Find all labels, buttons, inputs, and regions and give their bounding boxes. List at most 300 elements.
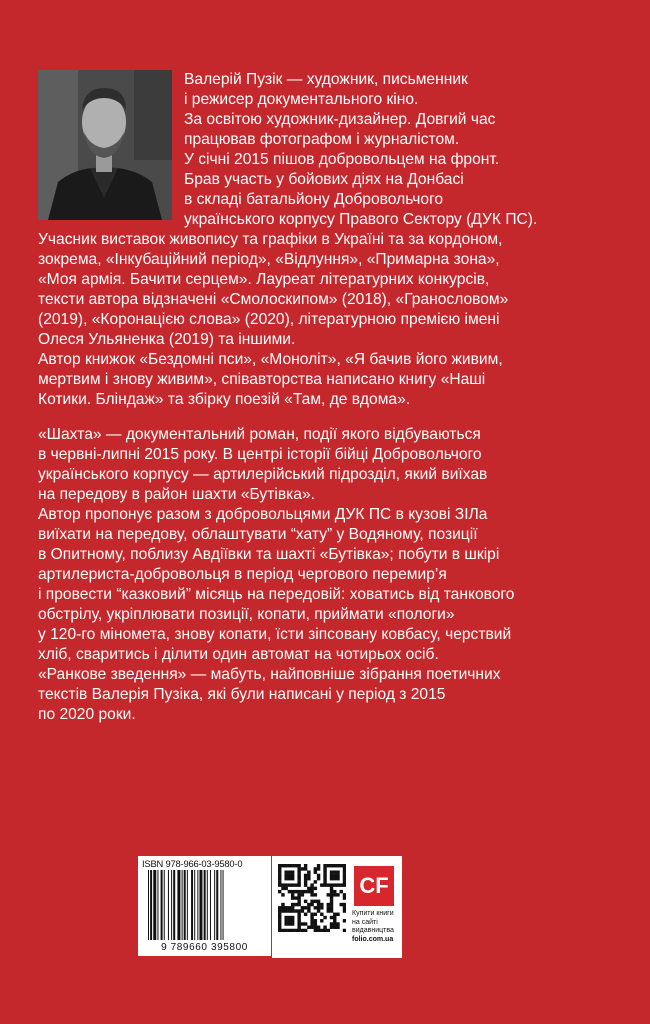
qr-module	[310, 926, 313, 929]
text-line: (2019), «Коронацією слова» (2020), літературною премією імені	[38, 311, 500, 328]
qr-module	[317, 877, 320, 880]
text-line: зокрема, «Інкубаційний період», «Відлуння», «Примарна зона»,	[38, 251, 500, 268]
author-bio-long	[38, 230, 508, 410]
publisher-panel	[272, 856, 402, 958]
caption-line: Купити книги	[352, 910, 394, 917]
qr-module	[278, 926, 281, 929]
qr-module	[294, 909, 297, 912]
qr-module	[343, 903, 346, 906]
qr-module	[297, 893, 300, 896]
barcode-bar	[184, 870, 186, 940]
book-description	[38, 425, 514, 725]
barcode-bar	[157, 870, 158, 940]
qr-module	[343, 880, 346, 883]
qr-module	[343, 893, 346, 896]
qr-module	[336, 870, 339, 873]
qr-module	[284, 909, 287, 912]
qr-module	[330, 903, 333, 906]
barcode-bar	[173, 870, 175, 940]
caption-line: на сайті	[352, 918, 378, 926]
text-line: в червні-липні 2015 року. В центрі історії бійці Добровольчого	[38, 446, 482, 463]
qr-module	[307, 926, 310, 929]
qr-module	[288, 874, 291, 877]
qr-module	[333, 916, 336, 919]
qr-module	[278, 864, 281, 867]
qr-module	[336, 893, 339, 896]
qr-module	[284, 887, 287, 890]
qr-module	[294, 864, 297, 867]
qr-module	[330, 909, 333, 912]
qr-module	[307, 874, 310, 877]
qr-module	[327, 864, 330, 867]
qr-module	[336, 874, 339, 877]
qr-module	[291, 922, 294, 925]
qr-module	[323, 877, 326, 880]
qr-module	[297, 900, 300, 903]
qr-module	[304, 874, 307, 877]
qr-module	[317, 874, 320, 877]
qr-module	[297, 880, 300, 883]
qr-module	[323, 870, 326, 873]
text-line: на передову в район шахти «Бутівка».	[38, 486, 315, 503]
text-line: У січні 2015 пішов добровольцем на фронт.	[184, 151, 500, 168]
text-line: виїхати на передову, облаштувати “хату” у Водяному, позиції	[38, 526, 478, 543]
qr-module	[333, 890, 336, 893]
qr-module	[330, 870, 333, 873]
qr-module	[297, 929, 300, 932]
qr-module	[330, 926, 333, 929]
qr-module	[288, 877, 291, 880]
barcode-bar	[171, 870, 172, 940]
qr-module	[281, 906, 284, 909]
qr-module	[291, 919, 294, 922]
qr-module	[343, 867, 346, 870]
barcode-bar	[177, 870, 180, 940]
qr-module	[297, 919, 300, 922]
qr-module	[301, 893, 304, 896]
qr-module	[323, 874, 326, 877]
qr-module	[327, 909, 330, 912]
qr-module	[323, 929, 326, 932]
qr-module	[333, 913, 336, 916]
qr-module	[310, 887, 313, 890]
barcode-bar	[153, 870, 156, 940]
qr-module	[317, 909, 320, 912]
qr-module	[278, 922, 281, 925]
qr-module	[330, 916, 333, 919]
qr-module	[278, 916, 281, 919]
qr-module	[340, 903, 343, 906]
qr-module	[330, 864, 333, 867]
author-portrait-icon	[38, 70, 172, 220]
qr-module	[294, 896, 297, 899]
qr-module	[343, 906, 346, 909]
caption-line: видавництва	[352, 927, 394, 934]
barcode-bar	[210, 870, 211, 940]
qr-module	[314, 887, 317, 890]
barcode-bar	[199, 870, 202, 940]
text-line: працював фотографом і журналістом.	[184, 131, 460, 148]
qr-module	[304, 880, 307, 883]
author-bio-short	[184, 70, 537, 230]
barcode-bar	[182, 870, 183, 940]
publisher-caption	[352, 910, 400, 944]
qr-module	[330, 893, 333, 896]
qr-module	[301, 929, 304, 932]
qr-module	[333, 874, 336, 877]
qr-module	[278, 890, 281, 893]
qr-module	[320, 929, 323, 932]
qr-module	[333, 919, 336, 922]
qr-module	[317, 864, 320, 867]
qr-module	[327, 893, 330, 896]
barcode-icon	[144, 870, 265, 942]
qr-module	[317, 903, 320, 906]
qr-module	[314, 900, 317, 903]
qr-module	[297, 922, 300, 925]
qr-module	[297, 896, 300, 899]
qr-module	[297, 874, 300, 877]
qr-module	[301, 922, 304, 925]
text-line: мертвим і знову живим», співавторства написано книгу «Наші	[38, 371, 486, 388]
text-line: українського корпусу Правого Сектору (ДУК ПС).	[184, 211, 538, 228]
qr-module	[320, 903, 323, 906]
qr-module	[343, 909, 346, 912]
qr-module	[327, 929, 330, 932]
text-line: артилериста-добровольця в період чергового перемир’я	[38, 566, 447, 583]
text-line: хліб, сваритись і ділити один автомат на чотирьох осіб.	[38, 646, 439, 663]
qr-module	[278, 874, 281, 877]
qr-module	[278, 880, 281, 883]
qr-module	[314, 922, 317, 925]
qr-module	[281, 929, 284, 932]
qr-module	[307, 870, 310, 873]
qr-module	[314, 893, 317, 896]
qr-module	[284, 929, 287, 932]
qr-module	[297, 926, 300, 929]
qr-module	[288, 929, 291, 932]
qr-module	[343, 919, 346, 922]
qr-module	[281, 887, 284, 890]
qr-module	[297, 883, 300, 886]
qr-module	[330, 883, 333, 886]
barcode-panel	[138, 856, 271, 956]
qr-module	[278, 877, 281, 880]
qr-module	[278, 913, 281, 916]
qr-module	[310, 916, 313, 919]
qr-module	[343, 864, 346, 867]
qr-module	[320, 919, 323, 922]
qr-module	[294, 929, 297, 932]
text-line: «Шахта» — документальний роман, події якого відбуваються	[38, 426, 481, 443]
qr-module	[343, 896, 346, 899]
qr-module	[330, 900, 333, 903]
qr-module	[330, 877, 333, 880]
qr-module	[297, 877, 300, 880]
text-line: Автор пропонує разом з добровольцями ДУК ПС в кузові ЗІЛа	[38, 506, 488, 523]
qr-module	[336, 922, 339, 925]
text-line: «Ранкове зведення» — мабуть, найповніше зібрання поетичних	[38, 666, 501, 683]
qr-module	[333, 883, 336, 886]
qr-module	[330, 890, 333, 893]
qr-module	[314, 880, 317, 883]
qr-module	[314, 867, 317, 870]
text-line: тексти автора відзначені «Смолоскипом» (2018), «Гранословом»	[38, 291, 509, 308]
qr-module	[340, 883, 343, 886]
barcode-bar	[148, 870, 149, 940]
qr-module	[288, 916, 291, 919]
qr-module	[314, 913, 317, 916]
qr-module	[330, 906, 333, 909]
qr-module	[281, 903, 284, 906]
qr-module	[314, 906, 317, 909]
qr-module	[330, 896, 333, 899]
qr-module	[297, 903, 300, 906]
qr-module	[304, 877, 307, 880]
qr-module	[320, 913, 323, 916]
qr-module	[291, 883, 294, 886]
barcode-bar	[194, 870, 195, 940]
text-line: українського корпусу — артилерійський підрозділ, який виїхав	[38, 466, 488, 483]
barcode-bar	[220, 870, 221, 940]
qr-code-icon[interactable]	[278, 864, 346, 932]
text-line: Учасник виставок живопису та графіки в Україні та за кордоном,	[38, 231, 503, 248]
qr-module	[304, 867, 307, 870]
qr-module	[278, 870, 281, 873]
qr-module	[333, 922, 336, 925]
qr-module	[291, 909, 294, 912]
qr-module	[333, 870, 336, 873]
qr-module	[297, 870, 300, 873]
qr-module	[301, 906, 304, 909]
qr-module	[297, 864, 300, 867]
qr-module	[333, 877, 336, 880]
qr-module	[297, 913, 300, 916]
qr-module	[284, 864, 287, 867]
barcode-bar	[223, 870, 224, 940]
qr-module	[310, 883, 313, 886]
qr-module	[336, 913, 339, 916]
qr-module	[330, 874, 333, 877]
qr-module	[284, 870, 287, 873]
qr-module	[304, 922, 307, 925]
qr-module	[291, 903, 294, 906]
qr-module	[291, 929, 294, 932]
qr-module	[314, 926, 317, 929]
qr-module	[317, 867, 320, 870]
text-line: За освітою художник-дизайнер. Довгий час	[184, 111, 496, 128]
qr-module	[278, 929, 281, 932]
qr-module	[320, 883, 323, 886]
qr-module	[343, 874, 346, 877]
barcode-bar	[168, 870, 169, 940]
qr-module	[284, 919, 287, 922]
text-line: і провести “казковий” місяць на передовій: ховатись від танкового	[38, 586, 515, 603]
text-line: Автор книжок «Бездомні пси», «Моноліт», «Я бачив його живим,	[38, 351, 503, 368]
qr-module	[343, 929, 346, 932]
qr-module	[294, 890, 297, 893]
qr-module	[343, 877, 346, 880]
qr-module	[320, 906, 323, 909]
qr-module	[323, 867, 326, 870]
qr-module	[340, 890, 343, 893]
qr-module	[307, 906, 310, 909]
qr-module	[336, 926, 339, 929]
qr-module	[278, 906, 281, 909]
qr-module	[317, 926, 320, 929]
qr-module	[288, 909, 291, 912]
qr-module	[310, 900, 313, 903]
qr-module	[304, 883, 307, 886]
qr-module	[314, 929, 317, 932]
qr-module	[294, 903, 297, 906]
qr-module	[278, 867, 281, 870]
barcode-digits: 9 789660 395800	[161, 942, 248, 953]
qr-module	[310, 922, 313, 925]
text-line: по 2020 роки.	[38, 706, 136, 723]
qr-module	[304, 900, 307, 903]
text-line: у 120-го міномета, знову копати, їсти зіпсовану ковбасу, черствий	[38, 626, 512, 643]
qr-module	[288, 864, 291, 867]
barcode-bar	[164, 870, 165, 940]
qr-module	[288, 919, 291, 922]
qr-module	[317, 906, 320, 909]
qr-module	[330, 922, 333, 925]
text-line: Валерій Пузік — художник, письменник	[184, 71, 468, 88]
qr-module	[336, 864, 339, 867]
qr-module	[307, 903, 310, 906]
text-line: обстрілу, укріплювати позиції, копати, приймати «пологи»	[38, 606, 455, 623]
barcode-bar	[187, 870, 188, 940]
qr-module	[343, 883, 346, 886]
qr-module	[297, 916, 300, 919]
qr-module	[310, 913, 313, 916]
qr-module	[291, 874, 294, 877]
qr-module	[343, 870, 346, 873]
qr-module	[288, 870, 291, 873]
qr-module	[323, 864, 326, 867]
publisher-site-link[interactable]: folio.com.ua	[352, 935, 394, 943]
qr-module	[288, 906, 291, 909]
qr-module	[281, 883, 284, 886]
qr-module	[284, 916, 287, 919]
qr-module	[301, 909, 304, 912]
barcode-bar	[207, 870, 208, 940]
qr-module	[281, 864, 284, 867]
qr-module	[278, 919, 281, 922]
qr-module	[294, 883, 297, 886]
barcode-bar	[216, 870, 218, 940]
qr-module	[278, 909, 281, 912]
qr-module	[304, 906, 307, 909]
qr-module	[323, 883, 326, 886]
qr-module	[323, 916, 326, 919]
qr-module	[336, 877, 339, 880]
text-line: і режисер документального кіно.	[184, 91, 419, 108]
qr-module	[323, 880, 326, 883]
barcode-bar	[191, 870, 193, 940]
barcode-bar	[197, 870, 198, 940]
qr-module	[323, 926, 326, 929]
qr-module	[333, 926, 336, 929]
qr-module	[310, 893, 313, 896]
qr-module	[297, 890, 300, 893]
qr-module	[291, 893, 294, 896]
publisher-logo: CF	[354, 866, 394, 906]
qr-module	[291, 896, 294, 899]
qr-module	[307, 887, 310, 890]
qr-module	[317, 929, 320, 932]
qr-module	[301, 867, 304, 870]
qr-module	[284, 874, 287, 877]
qr-module	[291, 870, 294, 873]
qr-module	[340, 864, 343, 867]
text-line: Олеся Ульяненка (2019) та іншими.	[38, 331, 296, 348]
barcode-bar	[161, 870, 163, 940]
qr-module	[288, 922, 291, 925]
qr-module	[297, 909, 300, 912]
qr-module	[327, 883, 330, 886]
qr-module	[307, 909, 310, 912]
qr-module	[281, 909, 284, 912]
qr-module	[278, 883, 281, 886]
author-photo	[38, 70, 172, 220]
qr-module	[284, 877, 287, 880]
qr-module	[317, 900, 320, 903]
qr-module	[307, 890, 310, 893]
qr-module	[284, 883, 287, 886]
qr-module	[314, 919, 317, 922]
qr-module	[284, 906, 287, 909]
text-line: Брав участь у бойових діях на Донбасі	[184, 171, 464, 188]
barcode-bar	[214, 870, 215, 940]
qr-module	[291, 906, 294, 909]
barcode-bar	[150, 870, 152, 940]
qr-module	[327, 903, 330, 906]
qr-module	[314, 870, 317, 873]
qr-module	[307, 877, 310, 880]
qr-module	[288, 883, 291, 886]
qr-module	[310, 890, 313, 893]
isbn-label: ISBN 978-966-03-9580-0	[142, 858, 243, 869]
text-line: «Моя армія. Бачити серцем». Лауреат літературних конкурсів,	[38, 271, 490, 288]
qr-module	[336, 883, 339, 886]
qr-module	[310, 903, 313, 906]
qr-module	[304, 890, 307, 893]
qr-module	[291, 916, 294, 919]
qr-module	[304, 913, 307, 916]
qr-module	[301, 890, 304, 893]
qr-module	[333, 864, 336, 867]
qr-module	[281, 893, 284, 896]
qr-module	[310, 919, 313, 922]
text-line: в Опитному, поблизу Авдіївки та шахті «Бутівка»; побути в шкірі	[38, 546, 500, 563]
barcode-bar	[204, 870, 206, 940]
qr-module	[330, 887, 333, 890]
qr-module	[291, 877, 294, 880]
text-line: в складі батальйону Добровольчого	[184, 191, 444, 208]
qr-module	[304, 864, 307, 867]
qr-module	[291, 890, 294, 893]
qr-module	[291, 864, 294, 867]
qr-module	[297, 867, 300, 870]
text-line: текстів Валерія Пузіка, які були написані у період з 2015	[38, 686, 446, 703]
qr-module	[284, 922, 287, 925]
qr-module	[333, 893, 336, 896]
qr-module	[304, 929, 307, 932]
qr-module	[327, 906, 330, 909]
qr-module	[288, 890, 291, 893]
